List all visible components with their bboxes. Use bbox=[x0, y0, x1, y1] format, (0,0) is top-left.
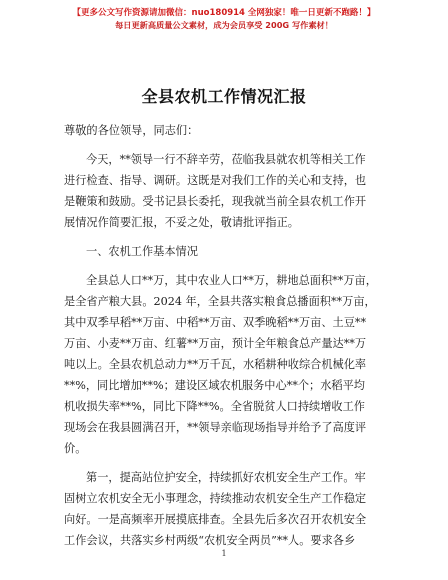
paragraph-line: 现场会在我县圆满召开，**领导亲临现场指导并给予了高度评 bbox=[64, 421, 367, 434]
salutation: 尊敬的各位领导，同志们： bbox=[64, 124, 199, 137]
page-number: 1 bbox=[221, 549, 227, 558]
promo-banner-line-1: 【更多公文写作资源请加微信：nuo180914 全网独家！唯一日更新不跑路！】 bbox=[72, 8, 376, 18]
paragraph-line: 今天，**领导一行不辞辛劳，莅临我县就农机等相关工作 bbox=[86, 153, 366, 166]
paragraph-basic-info bbox=[64, 270, 392, 459]
paragraph-intro bbox=[64, 149, 392, 233]
section-heading: 一、农机工作基本情况 bbox=[86, 245, 198, 258]
paragraph-line: 全县总人口**万，其中农业人口**万，耕地总面积**万亩， bbox=[86, 274, 377, 287]
paragraph-line: 吨以上。全县农机总动力**万千瓦，水稻耕种收综合机械化率 bbox=[64, 358, 367, 371]
paragraph-line: 进行检查、指导、调研。这既是对我们工作的关心和支持，也 bbox=[64, 174, 367, 187]
paragraph-line: 万亩、小麦**万亩、红薯**万亩，预计全年粮食总产量达**万 bbox=[64, 337, 367, 350]
page-title: 全县农机工作情况汇报 bbox=[141, 87, 307, 106]
paragraph-safety bbox=[64, 467, 392, 551]
paragraph-line: 固树立农机安全无小事理念，持续推动农机安全生产工作稳定 bbox=[64, 492, 367, 505]
promo-banner-line-2: 每日更新高质量公文素材，成为会员享受 200G 写作素材！ bbox=[115, 20, 333, 30]
paragraph-line: 机收损失率**%，同比下降**%。全省脱贫人口持续增收工作 bbox=[64, 400, 365, 413]
paragraph-line: 是全省产粮大县。2024 年，全县共落实粮食总播面积**万亩， bbox=[64, 295, 376, 308]
paragraph-line: 价。 bbox=[64, 442, 87, 455]
paragraph-line: 第一，提高站位护安全，持续抓好农机安全生产工作。牢 bbox=[86, 471, 366, 484]
document-body bbox=[64, 120, 392, 551]
paragraph-line: 展情况作简要汇报，不妥之处，敬请批评指正。 bbox=[64, 216, 299, 229]
paragraph-line: 其中双季早稻**万亩、中稻**万亩、双季晚稻**万亩、土豆** bbox=[64, 316, 367, 329]
paragraph-line: 是鞭策和鼓励。受书记县长委托，现我就当前全县农机工作开 bbox=[64, 195, 367, 208]
paragraph-line: 向好。一是高频率开展摸底排查。全县先后多次召开农机安全 bbox=[64, 513, 367, 526]
paragraph-line: **%，同比增加**%；建设区域农机服务中心**个；水稻平均 bbox=[64, 379, 365, 392]
paragraph-line: 工作会议，共落实乡村两级“农机安全两员”**人。要求各乡 bbox=[64, 534, 356, 547]
